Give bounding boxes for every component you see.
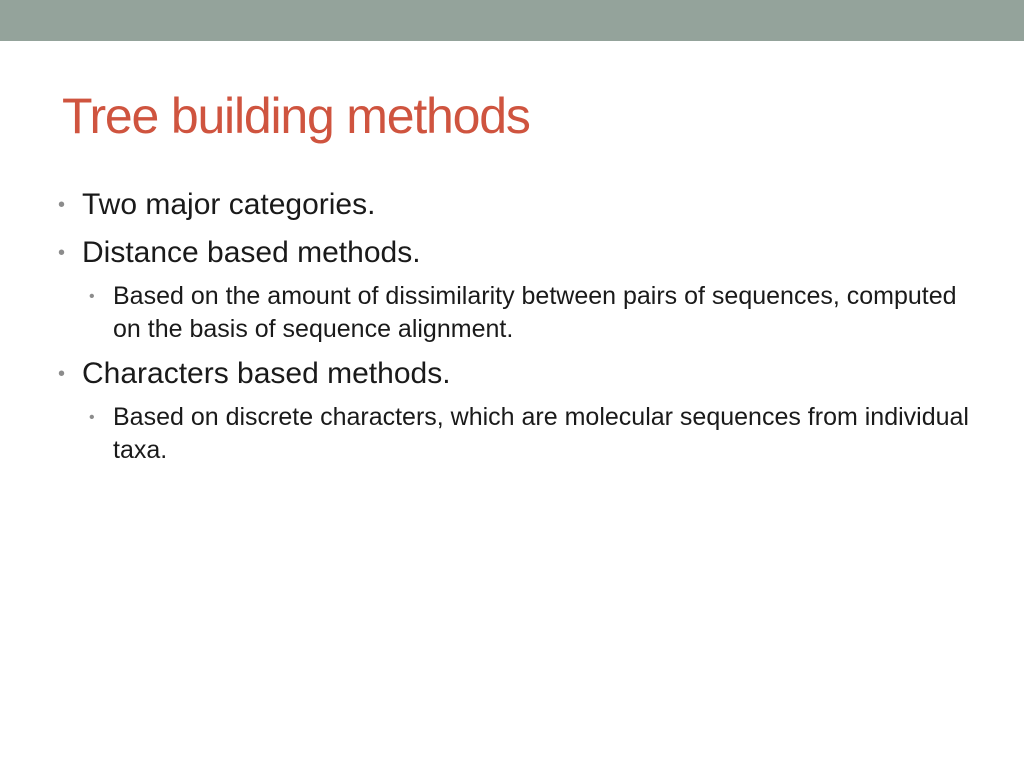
- bullet-icon: •: [58, 363, 66, 385]
- sub-bullet-icon: •: [89, 288, 95, 305]
- slide-body: [56, 187, 976, 477]
- bullet-item: [56, 356, 976, 392]
- sub-bullet-icon: •: [89, 409, 95, 426]
- sub-bullet-item: [56, 280, 976, 346]
- bullet-text: Distance based methods.: [82, 236, 421, 269]
- bullet-item: [56, 235, 976, 271]
- bullet-item: [56, 187, 976, 223]
- sub-bullet-text: Based on discrete characters, which are molecular sequences from individual taxa.: [113, 403, 969, 464]
- bullet-icon: •: [58, 242, 66, 264]
- bullet-text: Two major categories.: [82, 188, 376, 221]
- slide-title: Tree building methods: [62, 88, 530, 144]
- bullet-text: Characters based methods.: [82, 357, 451, 390]
- sub-bullet-text: Based on the amount of dissimilarity between pairs of sequences, computed on the basis of sequence alignment.: [113, 282, 957, 343]
- bullet-icon: •: [58, 194, 66, 216]
- sub-bullet-item: [56, 401, 976, 467]
- top-band: [0, 0, 1024, 41]
